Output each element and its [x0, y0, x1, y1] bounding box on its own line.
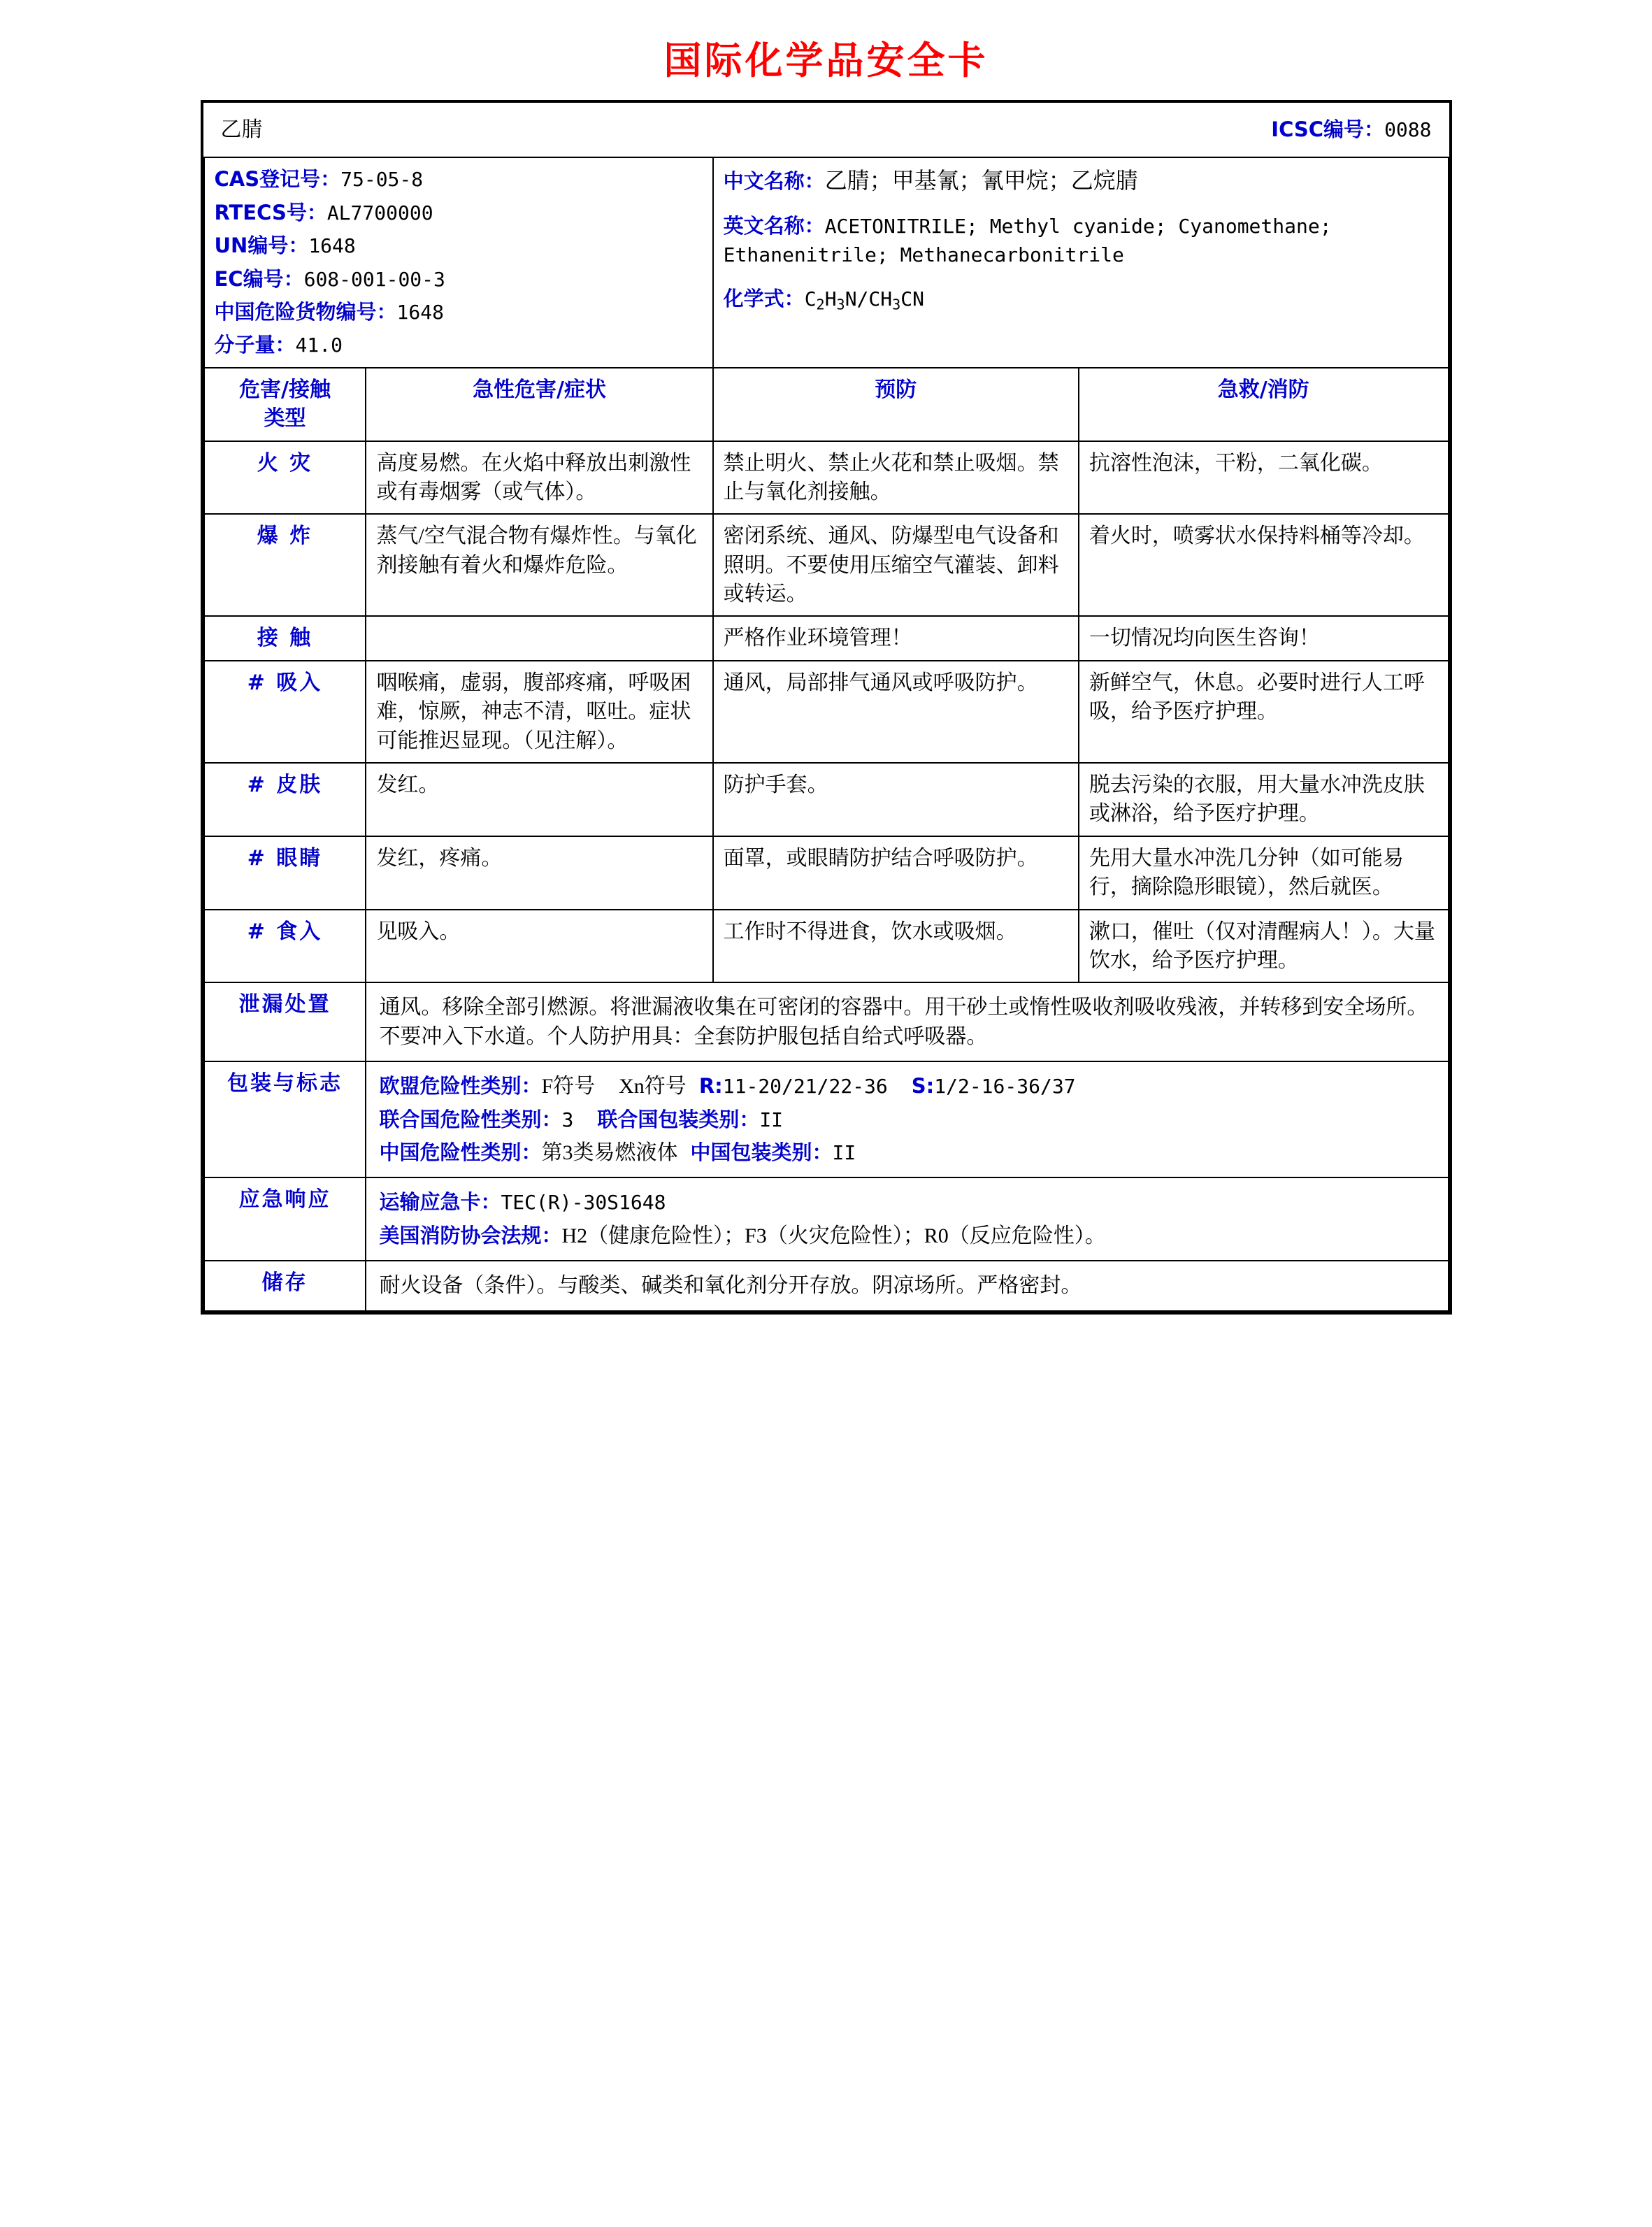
icsc-card: [201, 100, 1452, 1315]
emergency-transport-line: [379, 1188, 1435, 1217]
identifier-left-column: [204, 157, 713, 367]
storage-row: [204, 1261, 1449, 1310]
cell-spillage-text: 通风。移除全部引燃源。将泄漏液收集在可密闭的容器中。用干砂土或惰性吸收剂吸收残液，并转移到安全场所。不要冲入下水道。个人防护用具：全套防护服包括自给式呼吸器。: [366, 982, 1448, 1061]
icsc-table: [203, 103, 1449, 1312]
substance-name: 乙腈: [220, 118, 263, 141]
packaging-s-label: S:: [911, 1074, 935, 1098]
cell-exposure-firstaid: 一切情况均向医生咨询！: [1079, 616, 1449, 660]
cn-name-label: 中文名称：: [723, 169, 825, 194]
page-title: 国际化学品安全卡: [663, 38, 989, 83]
cas-label: CAS登记号：: [214, 167, 341, 192]
cell-fire-firstaid: 抗溶性泡沫，干粉，二氧化碳。: [1079, 441, 1449, 515]
cas-line: [215, 165, 703, 194]
packaging-r-label: R:: [698, 1074, 723, 1098]
icsc-label: ICSC编号：: [1271, 117, 1385, 141]
row-label-emergency: 应急响应: [204, 1177, 366, 1261]
rtecs-label: RTECS号：: [214, 200, 327, 224]
cell-packaging-text: [366, 1061, 1448, 1177]
packaging-cn-class-label: 中国危险性类别：: [379, 1140, 542, 1164]
cell-ingestion-firstaid: 漱口，催吐（仅对清醒病人！）。大量饮水，给予医疗护理。: [1079, 910, 1449, 983]
packaging-un-pack-label: 联合国包装类别：: [597, 1107, 760, 1131]
emergency-nfpa-label: 美国消防协会法规：: [379, 1223, 562, 1247]
column-header-prevention: 预防: [713, 368, 1079, 441]
cn-dangerous-line: [215, 298, 703, 327]
column-header-hazard-type-l2: 类型: [264, 406, 306, 431]
column-header-hazard-type-l1: 危害/接触: [238, 377, 331, 402]
packaging-s-value: 1/2-16-36/37: [934, 1075, 1076, 1098]
un-label: UN编号：: [214, 234, 309, 258]
cn-dangerous-value: 1648: [396, 300, 444, 324]
cell-skin-symptoms: 发红。: [366, 763, 712, 836]
formula-value: $C_2H_3N/CH_3CN$: [804, 287, 924, 313]
cell-explosion-prevention: 密闭系统、通风、防爆型电气设备和照明。不要使用压缩空气灌装、卸料或转运。: [713, 514, 1079, 616]
rtecs-line: [215, 199, 703, 227]
row-label-exposure: 接 触: [204, 616, 366, 660]
cn-name-line: [724, 165, 1438, 196]
packaging-eu-label: 欧盟危险性类别：: [379, 1074, 542, 1098]
cell-emergency-text: [366, 1177, 1448, 1261]
column-header-symptoms: 急性危害/症状: [366, 368, 712, 441]
row-label-storage: 储存: [204, 1261, 366, 1310]
packaging-un-class-label: 联合国危险性类别：: [379, 1107, 562, 1131]
mw-value: 41.0: [295, 334, 343, 357]
cell-exposure-symptoms: [366, 616, 712, 660]
rtecs-value: AL7700000: [326, 201, 433, 224]
cell-eyes-prevention: 面罩，或眼睛防护结合呼吸防护。: [713, 836, 1079, 910]
cell-storage-text: 耐火设备（条件）。与酸类、碱类和氧化剂分开存放。阴凉场所。严格密封。: [366, 1261, 1448, 1310]
spillage-row: [204, 982, 1449, 1061]
identification-row: [204, 157, 1449, 367]
ec-label: EC编号：: [214, 266, 304, 291]
table-row: [204, 661, 1449, 763]
emergency-transport-value: TEC(R)-30S1648: [501, 1191, 666, 1215]
packaging-un-class-value: 3: [561, 1108, 574, 1131]
packaging-un-line: [379, 1105, 1435, 1134]
row-label-skin: # 皮肤: [204, 763, 366, 836]
ec-value: 608-001-00-3: [303, 267, 445, 291]
en-name-value: ACETONITRILE; Methyl cyanide; Cyanomethane; Ethanenitrile; Methanecarbonitrile: [723, 214, 1332, 266]
row-label-ingestion: # 食入: [204, 910, 366, 983]
table-row: [204, 441, 1449, 515]
packaging-cn-class-value: 第3类易燃液体: [541, 1140, 678, 1164]
table-row: [204, 514, 1449, 616]
row-label-packaging: 包装与标志: [204, 1061, 366, 1177]
table-row: [204, 616, 1449, 660]
row-label-explosion: 爆 炸: [204, 514, 366, 616]
packaging-eu-value: F符号: [541, 1075, 596, 1098]
card-header-row: [204, 103, 1449, 157]
cn-name-value: 乙腈；甲基氰；氰甲烷；乙烷腈: [824, 168, 1138, 194]
en-name-label: 英文名称：: [723, 213, 825, 238]
row-label-eyes: # 眼睛: [204, 836, 366, 910]
cell-fire-symptoms: 高度易燃。在火焰中释放出刺激性或有毒烟雾（或气体）。: [366, 441, 712, 515]
cell-exposure-prevention: 严格作业环境管理！: [713, 616, 1079, 660]
packaging-eu-line: [379, 1072, 1435, 1101]
cell-skin-prevention: 防护手套。: [713, 763, 1079, 836]
mw-line: [215, 331, 703, 359]
cell-fire-prevention: 禁止明火、禁止火花和禁止吸烟。禁止与氧化剂接触。: [713, 441, 1079, 515]
row-label-fire: 火 灾: [204, 441, 366, 515]
row-label-inhalation: # 吸入: [204, 661, 366, 763]
row-label-spillage: 泄漏处置: [204, 982, 366, 1061]
table-row: [204, 910, 1449, 983]
cell-explosion-symptoms: 蒸气/空气混合物有爆炸性。与氧化剂接触有着火和爆炸危险。: [366, 514, 712, 616]
packaging-r-value: 11-20/21/22-36: [722, 1075, 888, 1098]
packaging-cn-pack-label: 中国包装类别：: [690, 1140, 833, 1164]
ec-line: [215, 265, 703, 294]
packaging-eu-value2: Xn符号: [619, 1075, 687, 1098]
cell-skin-firstaid: 脱去污染的衣服，用大量水冲洗皮肤或淋浴，给予医疗护理。: [1079, 763, 1449, 836]
table-row: [204, 836, 1449, 910]
emergency-row: [204, 1177, 1449, 1261]
icsc-number-cell: [713, 103, 1449, 157]
emergency-nfpa-value: H2（健康危险性）；F3（火灾危险性）；R0（反应危险性）。: [561, 1224, 1106, 1247]
icsc-value: 0088: [1384, 118, 1432, 141]
cell-eyes-firstaid: 先用大量水冲洗几分钟（如可能易行，摘除隐形眼镜），然后就医。: [1079, 836, 1449, 910]
column-header-firstaid: 急救/消防: [1079, 368, 1449, 441]
identifier-right-column: [713, 157, 1449, 367]
formula-label: 化学式：: [723, 287, 805, 311]
cell-explosion-firstaid: 着火时，喷雾状水保持料桶等冷却。: [1079, 514, 1449, 616]
cell-ingestion-prevention: 工作时不得进食，饮水或吸烟。: [713, 910, 1079, 983]
emergency-transport-label: 运输应急卡：: [379, 1190, 501, 1215]
column-header-row: [204, 368, 1449, 441]
cell-ingestion-symptoms: 见吸入。: [366, 910, 712, 983]
en-name-line: [724, 212, 1438, 270]
emergency-nfpa-line: [379, 1222, 1435, 1250]
packaging-row: [204, 1061, 1449, 1177]
cell-inhalation-prevention: 通风，局部排气通风或呼吸防护。: [713, 661, 1079, 763]
cas-value: 75-05-8: [340, 168, 424, 192]
packaging-cn-pack-value: II: [832, 1140, 856, 1164]
table-row: [204, 763, 1449, 836]
mw-label: 分子量：: [214, 333, 296, 357]
cell-inhalation-firstaid: 新鲜空气，休息。必要时进行人工呼吸，给予医疗护理。: [1079, 661, 1449, 763]
packaging-cn-line: [379, 1138, 1435, 1167]
cn-dangerous-label: 中国危险货物编号：: [214, 299, 397, 324]
column-header-hazard-type: [204, 368, 366, 441]
formula-line: [724, 285, 1438, 315]
un-line: [215, 231, 703, 260]
cell-eyes-symptoms: 发红，疼痛。: [366, 836, 712, 910]
un-value: 1648: [308, 234, 356, 258]
packaging-un-pack-value: II: [759, 1108, 784, 1131]
cell-inhalation-symptoms: 咽喉痛，虚弱，腹部疼痛，呼吸困难，惊厥，神志不清，呕吐。症状可能推迟显现。（见注解）。: [366, 661, 712, 763]
